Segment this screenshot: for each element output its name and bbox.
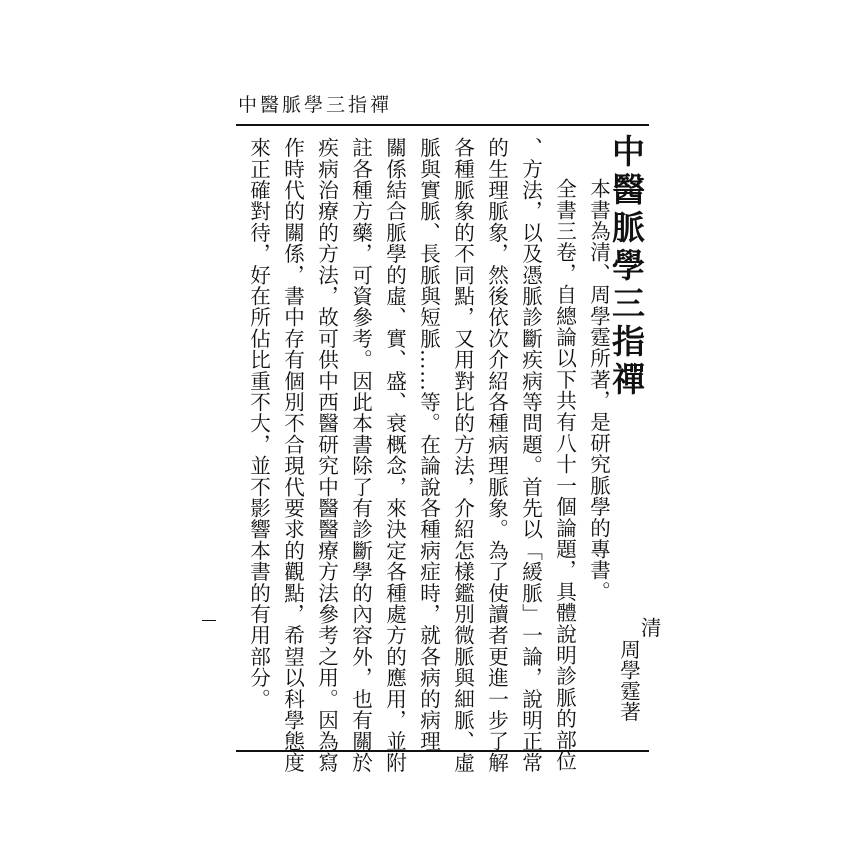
book-title: 中醫脈學三指禪: [607, 134, 646, 400]
author-dynasty: 清: [637, 617, 662, 638]
header-rule: [236, 124, 649, 126]
body-line-7: 關係結合脈學的虛、實、盛、衰概念，來決定各種處方的應用，並附: [382, 137, 407, 773]
body-line-8: 註各種方藥，可資參考。因此本書除了有診斷學的內容外，也有關於: [348, 137, 373, 773]
body-line-10: 作時代的關係，書中存有個別不合現代要求的觀點，希望以科學態度: [280, 137, 305, 773]
footer-rule: [236, 750, 649, 752]
body-line-4: 的生理脈象，然後依次介紹各種病理脈象。為了使讀者更進一步了解: [484, 137, 509, 773]
body-line-1: 本書為清、周學霆所著，是研究脈學的專書。: [586, 178, 611, 602]
body-line-9: 疾病治療的方法，故可供中西醫研究中醫醫療方法參考之用。因為寫: [314, 137, 339, 773]
author-credit: [616, 617, 662, 722]
page-number-mark: [202, 620, 216, 621]
body-line-5: 各種脈象的不同點，又用對比的方法，介紹怎樣鑑別微脈與細脈、虛: [450, 137, 475, 773]
body-line-6: 脈與實脈、長脈與短脈……等。在論說各種病症時，就各病的病理: [416, 137, 441, 752]
body-line-11: 來正確對待，好在所佔比重不大，並不影響本書的有用部分。: [246, 137, 271, 710]
body-line-2: 全書三卷，自總論以下共有八十一個論題，具體說明診脈的部位: [552, 178, 577, 772]
body-line-3: 、方法，以及憑脈診斷疾病等問題。首先以「緩脈」一論，說明正常: [518, 137, 543, 773]
author-name: 周學霆著: [616, 639, 641, 722]
running-header-title: 中醫脈學三指禪: [238, 94, 393, 116]
